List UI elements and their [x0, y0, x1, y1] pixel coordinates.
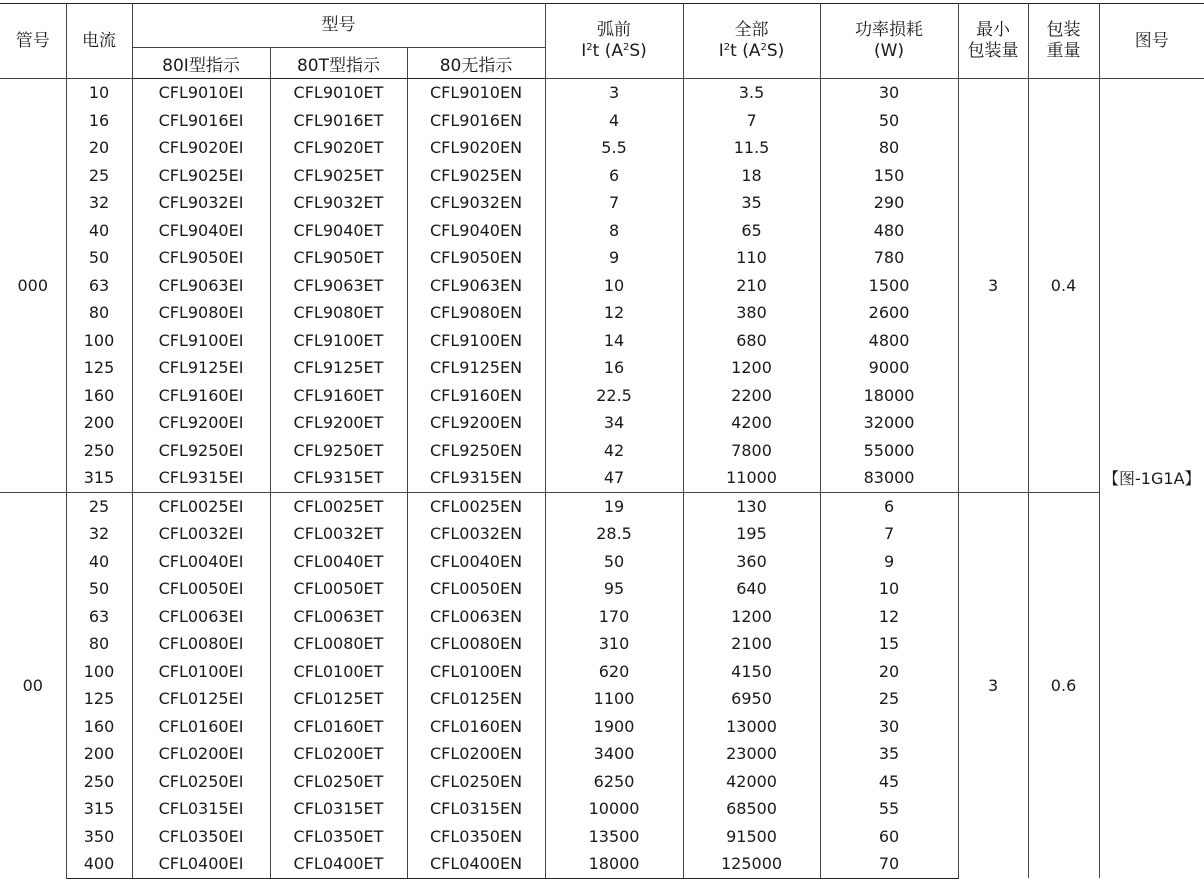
current-cell: 250 [66, 768, 132, 796]
total-i2t-cell: 130 [683, 492, 820, 520]
model-80i-cell: CFL9040EI [132, 217, 270, 245]
power-loss-cell: 780 [820, 244, 958, 272]
header-model-80i: 80I型指示 [132, 48, 270, 79]
model-80i-cell: CFL9025EI [132, 162, 270, 190]
total-i2t-cell: 18 [683, 162, 820, 190]
power-loss-cell: 10 [820, 575, 958, 603]
total-i2t-cell: 11.5 [683, 134, 820, 162]
model-80n-cell: CFL9063EN [407, 272, 545, 300]
power-loss-cell: 35 [820, 740, 958, 768]
power-loss-cell: 15 [820, 630, 958, 658]
power-loss-cell: 83000 [820, 464, 958, 492]
total-i2t-cell: 680 [683, 327, 820, 355]
model-80n-cell: CFL9200EN [407, 409, 545, 437]
pre-arc-i2t-cell: 170 [545, 603, 683, 631]
model-80n-cell: CFL0025EN [407, 492, 545, 520]
header-power-loss: 功率损耗 (W) [820, 4, 958, 79]
total-i2t-cell: 6950 [683, 685, 820, 713]
power-loss-cell: 9 [820, 548, 958, 576]
power-loss-cell: 45 [820, 768, 958, 796]
model-80i-cell: CFL0040EI [132, 548, 270, 576]
model-80i-cell: CFL0350EI [132, 823, 270, 851]
header-model: 型号 [132, 4, 545, 48]
total-i2t-cell: 42000 [683, 768, 820, 796]
power-loss-cell: 60 [820, 823, 958, 851]
model-80i-cell: CFL0025EI [132, 492, 270, 520]
header-total-line2: $I^2t$ $(A^2S)$ [718, 41, 785, 61]
model-80i-cell: CFL9020EI [132, 134, 270, 162]
total-i2t-cell: 23000 [683, 740, 820, 768]
model-80t-cell: CFL0032ET [270, 520, 407, 548]
model-80t-cell: CFL9125ET [270, 354, 407, 382]
pre-arc-i2t-cell: 18000 [545, 850, 683, 878]
header-pre-arc-line2: $I^2t$ $(A^2S)$ [581, 41, 647, 61]
model-80n-cell: CFL0200EN [407, 740, 545, 768]
model-80i-cell: CFL0100EI [132, 658, 270, 686]
power-loss-cell: 9000 [820, 354, 958, 382]
pre-arc-i2t-cell: 19 [545, 492, 683, 520]
model-80i-cell: CFL9125EI [132, 354, 270, 382]
total-i2t-cell: 4200 [683, 409, 820, 437]
model-80n-cell: CFL9080EN [407, 299, 545, 327]
model-80t-cell: CFL0050ET [270, 575, 407, 603]
model-80i-cell: CFL9050EI [132, 244, 270, 272]
total-i2t-cell: 7 [683, 107, 820, 135]
pre-arc-i2t-cell: 3 [545, 79, 683, 107]
model-80i-cell: CFL0080EI [132, 630, 270, 658]
model-80i-cell: CFL0050EI [132, 575, 270, 603]
figure-ref-cell: 【图-1G1A】 [1099, 79, 1204, 879]
min-pack-cell: 3 [958, 79, 1028, 493]
pre-arc-i2t-cell: 5.5 [545, 134, 683, 162]
power-loss-cell: 1500 [820, 272, 958, 300]
header-total-line1: 全部 [734, 20, 769, 40]
model-80i-cell: CFL0200EI [132, 740, 270, 768]
current-cell: 100 [66, 658, 132, 686]
total-i2t-cell: 7800 [683, 437, 820, 465]
current-cell: 125 [66, 354, 132, 382]
model-80i-cell: CFL9100EI [132, 327, 270, 355]
total-i2t-cell: 1200 [683, 603, 820, 631]
current-cell: 315 [66, 795, 132, 823]
pre-arc-i2t-cell: 14 [545, 327, 683, 355]
model-80t-cell: CFL0080ET [270, 630, 407, 658]
total-i2t-cell: 2200 [683, 382, 820, 410]
table-row [0, 79, 1204, 107]
pre-arc-i2t-cell: 13500 [545, 823, 683, 851]
pre-arc-i2t-cell: 310 [545, 630, 683, 658]
model-80n-cell: CFL9315EN [407, 464, 545, 492]
header-total [683, 4, 820, 79]
model-80n-cell: CFL9125EN [407, 354, 545, 382]
pre-arc-i2t-cell: 50 [545, 548, 683, 576]
header-pre-arc [545, 4, 683, 79]
power-loss-cell: 32000 [820, 409, 958, 437]
current-cell: 40 [66, 217, 132, 245]
current-cell: 350 [66, 823, 132, 851]
current-cell: 100 [66, 327, 132, 355]
table-body [0, 79, 1204, 879]
power-loss-cell: 70 [820, 850, 958, 878]
power-loss-cell: 80 [820, 134, 958, 162]
total-i2t-cell: 91500 [683, 823, 820, 851]
model-80t-cell: CFL9200ET [270, 409, 407, 437]
pre-arc-i2t-cell: 3400 [545, 740, 683, 768]
total-i2t-cell: 35 [683, 189, 820, 217]
model-80n-cell: CFL0350EN [407, 823, 545, 851]
pre-arc-i2t-cell: 4 [545, 107, 683, 135]
model-80t-cell: CFL9020ET [270, 134, 407, 162]
model-80n-cell: CFL0040EN [407, 548, 545, 576]
header-pack-weight: 包装 重量 [1028, 4, 1099, 79]
header-figure: 图号 [1099, 4, 1204, 79]
model-80t-cell: CFL9016ET [270, 107, 407, 135]
power-loss-cell: 25 [820, 685, 958, 713]
model-80i-cell: CFL9010EI [132, 79, 270, 107]
pre-arc-i2t-cell: 6 [545, 162, 683, 190]
current-cell: 160 [66, 382, 132, 410]
power-loss-cell: 2600 [820, 299, 958, 327]
model-80n-cell: CFL0125EN [407, 685, 545, 713]
current-cell: 315 [66, 464, 132, 492]
model-80i-cell: CFL0160EI [132, 713, 270, 741]
total-i2t-cell: 1200 [683, 354, 820, 382]
total-i2t-cell: 3.5 [683, 79, 820, 107]
model-80i-cell: CFL0250EI [132, 768, 270, 796]
power-loss-cell: 290 [820, 189, 958, 217]
total-i2t-cell: 65 [683, 217, 820, 245]
model-80t-cell: CFL0025ET [270, 492, 407, 520]
model-80i-cell: CFL9032EI [132, 189, 270, 217]
current-cell: 25 [66, 492, 132, 520]
model-80t-cell: CFL9025ET [270, 162, 407, 190]
table-row [0, 492, 1204, 520]
power-loss-cell: 20 [820, 658, 958, 686]
header-tube: 管号 [0, 4, 66, 79]
model-80t-cell: CFL9032ET [270, 189, 407, 217]
header-model-80t: 80T型指示 [270, 48, 407, 79]
pre-arc-i2t-cell: 12 [545, 299, 683, 327]
total-i2t-cell: 210 [683, 272, 820, 300]
model-80n-cell: CFL9016EN [407, 107, 545, 135]
model-80i-cell: CFL0032EI [132, 520, 270, 548]
total-i2t-cell: 380 [683, 299, 820, 327]
model-80t-cell: CFL9250ET [270, 437, 407, 465]
pre-arc-i2t-cell: 42 [545, 437, 683, 465]
pack-weight-cell: 0.6 [1028, 492, 1099, 878]
tube-cell: 00 [0, 492, 66, 878]
model-80i-cell: CFL9016EI [132, 107, 270, 135]
model-80i-cell: CFL0125EI [132, 685, 270, 713]
model-80n-cell: CFL0250EN [407, 768, 545, 796]
model-80t-cell: CFL0350ET [270, 823, 407, 851]
total-i2t-cell: 11000 [683, 464, 820, 492]
power-loss-cell: 30 [820, 713, 958, 741]
current-cell: 125 [66, 685, 132, 713]
model-80i-cell: CFL9160EI [132, 382, 270, 410]
model-80t-cell: CFL0040ET [270, 548, 407, 576]
model-80i-cell: CFL9315EI [132, 464, 270, 492]
pre-arc-i2t-cell: 10000 [545, 795, 683, 823]
pre-arc-i2t-cell: 22.5 [545, 382, 683, 410]
model-80n-cell: CFL9160EN [407, 382, 545, 410]
current-cell: 200 [66, 409, 132, 437]
pre-arc-i2t-cell: 9 [545, 244, 683, 272]
model-80t-cell: CFL9100ET [270, 327, 407, 355]
model-80t-cell: CFL0063ET [270, 603, 407, 631]
pre-arc-i2t-cell: 16 [545, 354, 683, 382]
model-80t-cell: CFL9050ET [270, 244, 407, 272]
model-80t-cell: CFL0250ET [270, 768, 407, 796]
model-80i-cell: CFL0400EI [132, 850, 270, 878]
power-loss-cell: 480 [820, 217, 958, 245]
current-cell: 20 [66, 134, 132, 162]
model-80n-cell: CFL0100EN [407, 658, 545, 686]
current-cell: 50 [66, 244, 132, 272]
model-80i-cell: CFL0063EI [132, 603, 270, 631]
model-80n-cell: CFL9020EN [407, 134, 545, 162]
current-cell: 40 [66, 548, 132, 576]
total-i2t-cell: 360 [683, 548, 820, 576]
model-80n-cell: CFL0160EN [407, 713, 545, 741]
current-cell: 160 [66, 713, 132, 741]
current-cell: 25 [66, 162, 132, 190]
power-loss-cell: 6 [820, 492, 958, 520]
model-80t-cell: CFL9160ET [270, 382, 407, 410]
total-i2t-cell: 125000 [683, 850, 820, 878]
model-80i-cell: CFL0315EI [132, 795, 270, 823]
current-cell: 63 [66, 272, 132, 300]
power-loss-cell: 30 [820, 79, 958, 107]
header-current: 电流 [66, 4, 132, 79]
pre-arc-i2t-cell: 1900 [545, 713, 683, 741]
power-loss-cell: 55000 [820, 437, 958, 465]
pre-arc-i2t-cell: 620 [545, 658, 683, 686]
model-80n-cell: CFL9025EN [407, 162, 545, 190]
model-80t-cell: CFL9063ET [270, 272, 407, 300]
current-cell: 200 [66, 740, 132, 768]
fuse-spec-table [0, 3, 1204, 879]
current-cell: 80 [66, 630, 132, 658]
model-80i-cell: CFL9080EI [132, 299, 270, 327]
model-80t-cell: CFL9010ET [270, 79, 407, 107]
power-loss-cell: 7 [820, 520, 958, 548]
model-80n-cell: CFL9032EN [407, 189, 545, 217]
pre-arc-i2t-cell: 47 [545, 464, 683, 492]
pre-arc-i2t-cell: 28.5 [545, 520, 683, 548]
model-80t-cell: CFL0200ET [270, 740, 407, 768]
power-loss-cell: 50 [820, 107, 958, 135]
pack-weight-cell: 0.4 [1028, 79, 1099, 493]
total-i2t-cell: 110 [683, 244, 820, 272]
power-loss-cell: 55 [820, 795, 958, 823]
model-80t-cell: CFL9080ET [270, 299, 407, 327]
model-80t-cell: CFL9040ET [270, 217, 407, 245]
pre-arc-i2t-cell: 10 [545, 272, 683, 300]
model-80n-cell: CFL0050EN [407, 575, 545, 603]
total-i2t-cell: 640 [683, 575, 820, 603]
model-80n-cell: CFL9100EN [407, 327, 545, 355]
model-80n-cell: CFL9010EN [407, 79, 545, 107]
pre-arc-i2t-cell: 7 [545, 189, 683, 217]
model-80t-cell: CFL0125ET [270, 685, 407, 713]
model-80i-cell: CFL9063EI [132, 272, 270, 300]
model-80n-cell: CFL0400EN [407, 850, 545, 878]
power-loss-cell: 150 [820, 162, 958, 190]
current-cell: 80 [66, 299, 132, 327]
pre-arc-i2t-cell: 1100 [545, 685, 683, 713]
model-80n-cell: CFL0315EN [407, 795, 545, 823]
current-cell: 400 [66, 850, 132, 878]
model-80t-cell: CFL0315ET [270, 795, 407, 823]
power-loss-cell: 4800 [820, 327, 958, 355]
model-80n-cell: CFL0080EN [407, 630, 545, 658]
model-80t-cell: CFL0400ET [270, 850, 407, 878]
model-80n-cell: CFL9250EN [407, 437, 545, 465]
tube-cell: 000 [0, 79, 66, 493]
power-loss-cell: 12 [820, 603, 958, 631]
pre-arc-i2t-cell: 6250 [545, 768, 683, 796]
pre-arc-i2t-cell: 34 [545, 409, 683, 437]
pre-arc-i2t-cell: 95 [545, 575, 683, 603]
model-80t-cell: CFL9315ET [270, 464, 407, 492]
total-i2t-cell: 195 [683, 520, 820, 548]
current-cell: 50 [66, 575, 132, 603]
current-cell: 10 [66, 79, 132, 107]
current-cell: 16 [66, 107, 132, 135]
model-80n-cell: CFL0063EN [407, 603, 545, 631]
header-pre-arc-line1: 弧前 [597, 20, 632, 40]
current-cell: 32 [66, 520, 132, 548]
model-80i-cell: CFL9200EI [132, 409, 270, 437]
min-pack-cell: 3 [958, 492, 1028, 878]
pre-arc-i2t-cell: 8 [545, 217, 683, 245]
model-80n-cell: CFL9040EN [407, 217, 545, 245]
header-model-80n: 80无指示 [407, 48, 545, 79]
header-min-pack: 最小 包装量 [958, 4, 1028, 79]
current-cell: 63 [66, 603, 132, 631]
current-cell: 250 [66, 437, 132, 465]
total-i2t-cell: 68500 [683, 795, 820, 823]
model-80i-cell: CFL9250EI [132, 437, 270, 465]
model-80t-cell: CFL0160ET [270, 713, 407, 741]
model-80n-cell: CFL0032EN [407, 520, 545, 548]
total-i2t-cell: 4150 [683, 658, 820, 686]
total-i2t-cell: 2100 [683, 630, 820, 658]
current-cell: 32 [66, 189, 132, 217]
model-80t-cell: CFL0100ET [270, 658, 407, 686]
total-i2t-cell: 13000 [683, 713, 820, 741]
model-80n-cell: CFL9050EN [407, 244, 545, 272]
power-loss-cell: 18000 [820, 382, 958, 410]
